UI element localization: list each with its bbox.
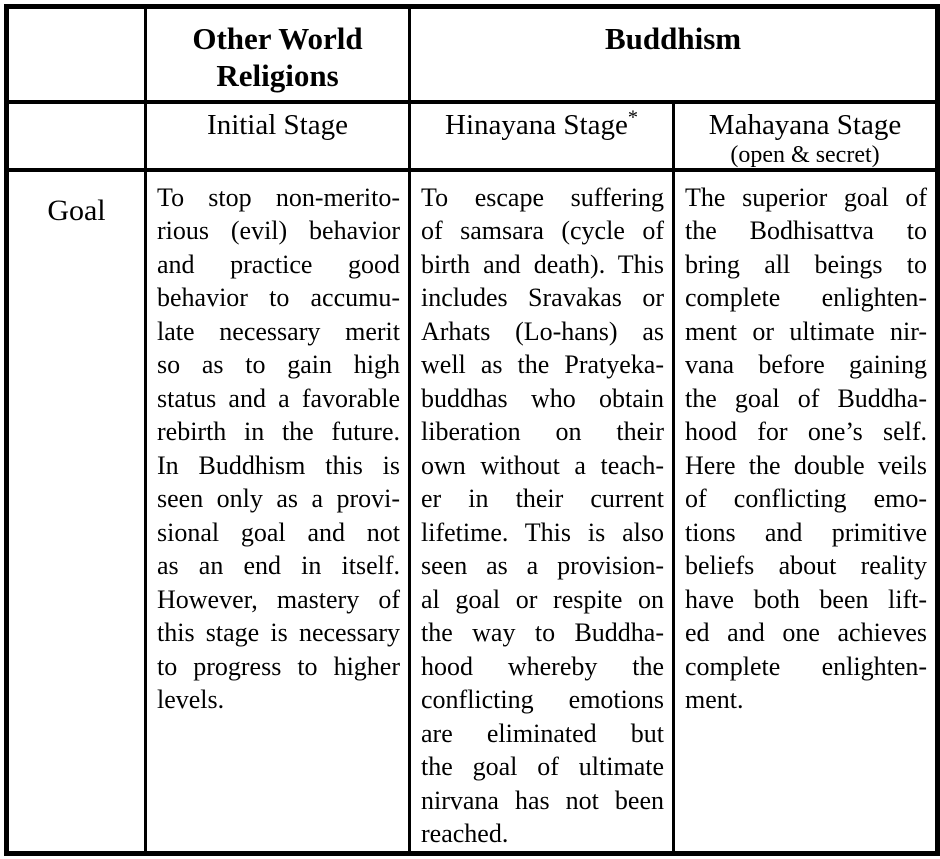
text-line: status and a favorable <box>157 383 400 413</box>
text-line: the goal of Buddha- <box>685 383 928 413</box>
text-line: ed and one achieves <box>685 618 928 647</box>
goal-hinayana-stage-text <box>410 170 674 854</box>
text-line: of samsara (cycle of <box>421 216 664 245</box>
subheader-row <box>7 102 938 170</box>
header-buddhism: Buddhism <box>410 7 938 102</box>
text-line: of conflicting emo- <box>685 484 928 513</box>
text-line: lifetime. This is also <box>421 517 664 547</box>
header-row <box>7 7 938 102</box>
text-line: behavior to accumu- <box>157 283 400 312</box>
text-line: hood for one’s self. <box>685 417 928 446</box>
text-line: includes Sravakas or <box>421 283 664 312</box>
mahayana-stage-note: (open & secret) <box>730 141 880 168</box>
text-line: complete enlighten- <box>685 651 928 681</box>
subheader-hinayana-stage <box>410 102 674 170</box>
text-line: complete enlighten- <box>685 283 928 312</box>
subheader-mahayana-stage <box>674 102 938 170</box>
text-line: al goal or respite on <box>421 584 664 614</box>
goal-row <box>7 170 938 854</box>
text-line: Arhats (Lo-hans) as <box>421 316 664 346</box>
text-line: vana before gaining <box>685 350 928 379</box>
text-line: Here the double veils <box>685 450 928 480</box>
text-line: so as to gain high <box>157 350 400 379</box>
text-line: as an end in itself. <box>157 551 400 580</box>
text-line: conflicting emotions <box>421 685 664 714</box>
goal-mahayana-stage-text <box>674 170 938 854</box>
text-line: to progress to higher <box>157 651 400 681</box>
text-line: ment. <box>685 685 744 714</box>
text-line: The superior goal of <box>685 182 928 212</box>
text-line: In Buddhism this is <box>157 450 400 480</box>
text-line: sional goal and not <box>157 517 400 547</box>
text-line: reached. <box>421 819 509 848</box>
text-line: ment or ultimate nir- <box>685 316 928 346</box>
text-line: To stop non-merito- <box>157 182 400 212</box>
text-line: are eliminated but <box>421 718 664 748</box>
header-corner-cell <box>7 7 146 102</box>
text-line: well as the Pratyeka- <box>421 350 664 379</box>
subheader-initial-stage <box>146 102 410 170</box>
text-line: However, mastery of <box>157 584 400 614</box>
text-line: the goal of ultimate <box>421 752 664 781</box>
text-line: rious (evil) behavior <box>157 216 400 245</box>
text-line: er in their current <box>421 484 664 513</box>
initial-stage-label: Initial Stage <box>207 108 348 141</box>
goal-row-label: Goal <box>7 170 146 854</box>
text-line: nirvana has not been <box>421 785 664 815</box>
hinayana-stage-label: Hinayana Stage <box>445 108 628 141</box>
goal-initial-stage-text <box>146 170 410 854</box>
text-line: seen only as a provi- <box>157 484 400 513</box>
comparison-table <box>4 4 940 856</box>
text-line: own without a teach- <box>421 450 664 480</box>
text-line: levels. <box>157 685 225 714</box>
text-line: this stage is necessary <box>157 618 400 647</box>
text-line: liberation on their <box>421 417 664 446</box>
text-line: late necessary merit <box>157 316 400 346</box>
text-line: beliefs about reality <box>685 551 928 580</box>
text-line: seen as a provision- <box>421 551 664 580</box>
text-line: hood whereby the <box>421 651 664 681</box>
text-line: rebirth in the future. <box>157 417 400 446</box>
mahayana-stage-label: Mahayana Stage <box>708 108 902 141</box>
header-other-world-religions: Other World Religions <box>146 7 410 102</box>
text-line: tions and primitive <box>685 517 928 547</box>
text-line: buddhas who obtain <box>421 383 664 413</box>
footnote-asterisk: * <box>627 105 638 128</box>
text-line: the way to Buddha- <box>421 618 664 647</box>
text-line: To escape suffering <box>421 182 664 212</box>
text-line: and practice good <box>157 249 400 279</box>
text-line: bring all beings to <box>685 249 928 279</box>
subheader-corner-cell <box>7 102 146 170</box>
text-line: birth and death). This <box>421 249 664 279</box>
text-line: have both been lift- <box>685 584 928 614</box>
text-line: the Bodhisattva to <box>685 216 928 245</box>
